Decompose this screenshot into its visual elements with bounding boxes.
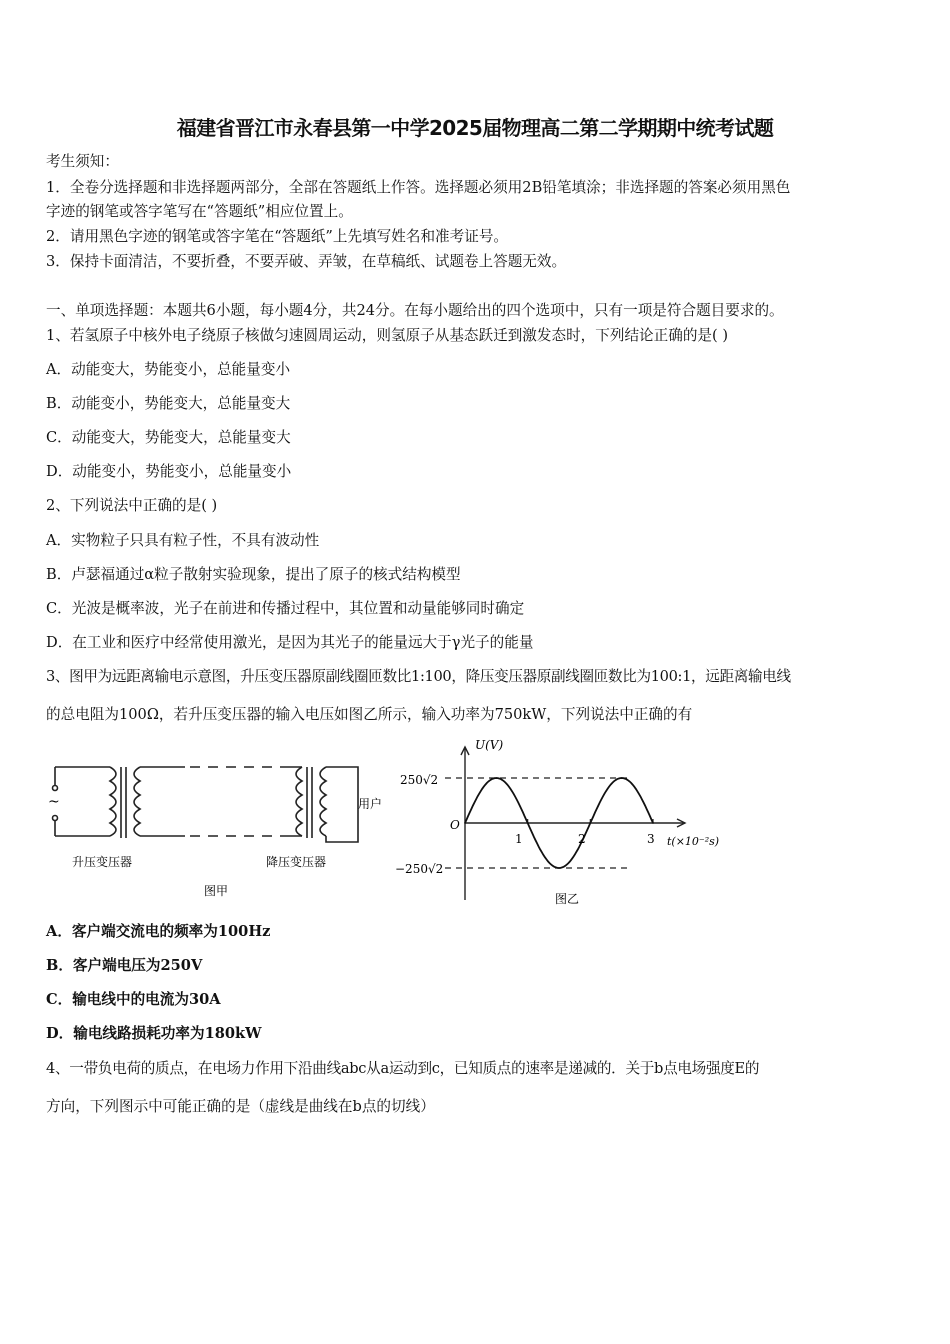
question-1-option-d: D．动能变小，势能变小，总能量变小 bbox=[46, 463, 292, 480]
notice-item: 1．全卷分选择题和非选择题两部分，全部在答题纸上作答。选择题必须用2B铅笔填涂；非选择题的答案必须用黑色 bbox=[46, 179, 791, 196]
peak-label: 250√2 bbox=[400, 773, 439, 787]
origin-label: O bbox=[450, 818, 460, 832]
question-3-option-b: B．客户端电压为250V bbox=[46, 957, 203, 974]
trough-label: −250√2 bbox=[395, 862, 444, 876]
coil-icon bbox=[320, 767, 326, 836]
ac-source-icon: ~ bbox=[48, 794, 60, 810]
question-1-option-b: B．动能变小，势能变大，总能量变大 bbox=[46, 395, 291, 412]
user-label: 用户 bbox=[358, 797, 383, 811]
coil-icon bbox=[134, 767, 140, 836]
data-point bbox=[527, 822, 529, 824]
data-point bbox=[464, 822, 466, 824]
question-1-stem: 1、若氢原子中核外电子绕原子核做匀速圆周运动，则氢原子从基态跃迁到激发态时，下列结论正确的是( ) bbox=[46, 327, 729, 344]
question-1-option-a: A．动能变大，势能变小，总能量变小 bbox=[46, 361, 291, 378]
question-2-option-d: D．在工业和医疗中经常使用激光，是因为其光子的能量远大于γ光子的能量 bbox=[46, 634, 534, 651]
terminal-icon bbox=[53, 786, 58, 791]
question-2-option-a: A．实物粒子只具有粒子性，不具有波动性 bbox=[46, 532, 320, 549]
data-point bbox=[558, 867, 560, 869]
question-3-option-a: A．客户端交流电的频率为100Hz bbox=[46, 923, 271, 940]
figure-yi-chart bbox=[395, 735, 730, 915]
data-point bbox=[652, 822, 654, 824]
x-tick-label: 2 bbox=[578, 832, 586, 846]
step-up-label: 升压变压器 bbox=[72, 855, 133, 869]
notice-item: 2．请用黑色字迹的钢笔或答字笔在“答题纸”上先填写姓名和准考证号。 bbox=[46, 228, 509, 245]
y-axis-label: U(V) bbox=[475, 738, 504, 752]
question-3-option-c: C．输电线中的电流为30A bbox=[46, 991, 221, 1008]
data-point bbox=[496, 777, 498, 779]
question-1-option-c: C．动能变大，势能变大，总能量变大 bbox=[46, 429, 291, 446]
x-axis-label: t(×10⁻²s) bbox=[667, 835, 720, 848]
coil-icon bbox=[110, 767, 116, 836]
section-heading: 一、单项选择题：本题共6小题，每小题4分，共24分。在每小题给出的四个选项中，只有一项是符合题目要求的。 bbox=[46, 302, 784, 319]
question-4-stem: 方向，下列图示中可能正确的是（虚线是曲线在b点的切线） bbox=[46, 1098, 435, 1115]
x-tick-label: 3 bbox=[647, 832, 655, 846]
notice-heading: 考生须知： bbox=[46, 153, 119, 170]
data-point bbox=[621, 777, 623, 779]
data-point bbox=[590, 822, 592, 824]
figure-caption: 图甲 bbox=[204, 884, 229, 898]
question-2-option-b: B．卢瑟福通过α粒子散射实验现象，提出了原子的核式结构模型 bbox=[46, 566, 461, 583]
question-2-stem: 2、下列说法中正确的是( ) bbox=[46, 497, 218, 514]
figure-jia-diagram bbox=[40, 750, 385, 905]
terminal-icon bbox=[53, 816, 58, 821]
notice-item: 字迹的钢笔或答字笔写在“答题纸”相应位置上。 bbox=[46, 203, 353, 220]
step-down-label: 降压变压器 bbox=[266, 855, 327, 869]
notice-item: 3．保持卡面清洁，不要折叠，不要弄破、弄皱，在草稿纸、试题卷上答题无效。 bbox=[46, 253, 567, 270]
circuit-wire bbox=[326, 767, 358, 842]
x-tick-label: 1 bbox=[515, 832, 523, 846]
page-title: 福建省晋江市永春县第一中学2025届物理高二第二学期期中统考试题 bbox=[176, 116, 774, 140]
question-3-stem: 3、图甲为远距离输电示意图，升压变压器原副线圈匝数比1:100，降压变压器原副线圈匝数比为100:1，远距离输电线 bbox=[46, 668, 791, 685]
question-4-stem: 4、一带负电荷的质点，在电场力作用下沿曲线abc从a运动到c，已知质点的速率是递减的．关于b点电场强度E的 bbox=[46, 1060, 760, 1077]
figure-caption: 图乙 bbox=[555, 892, 580, 906]
question-3-stem: 的总电阻为100Ω，若升压变压器的输入电压如图乙所示，输入功率为750kW，下列说法中正确的有 bbox=[46, 706, 693, 723]
coil-icon bbox=[296, 767, 302, 836]
question-2-option-c: C．光波是概率波，光子在前进和传播过程中，其位置和动量能够同时确定 bbox=[46, 600, 525, 617]
question-3-option-d: D．输电线路损耗功率为180kW bbox=[46, 1025, 262, 1042]
